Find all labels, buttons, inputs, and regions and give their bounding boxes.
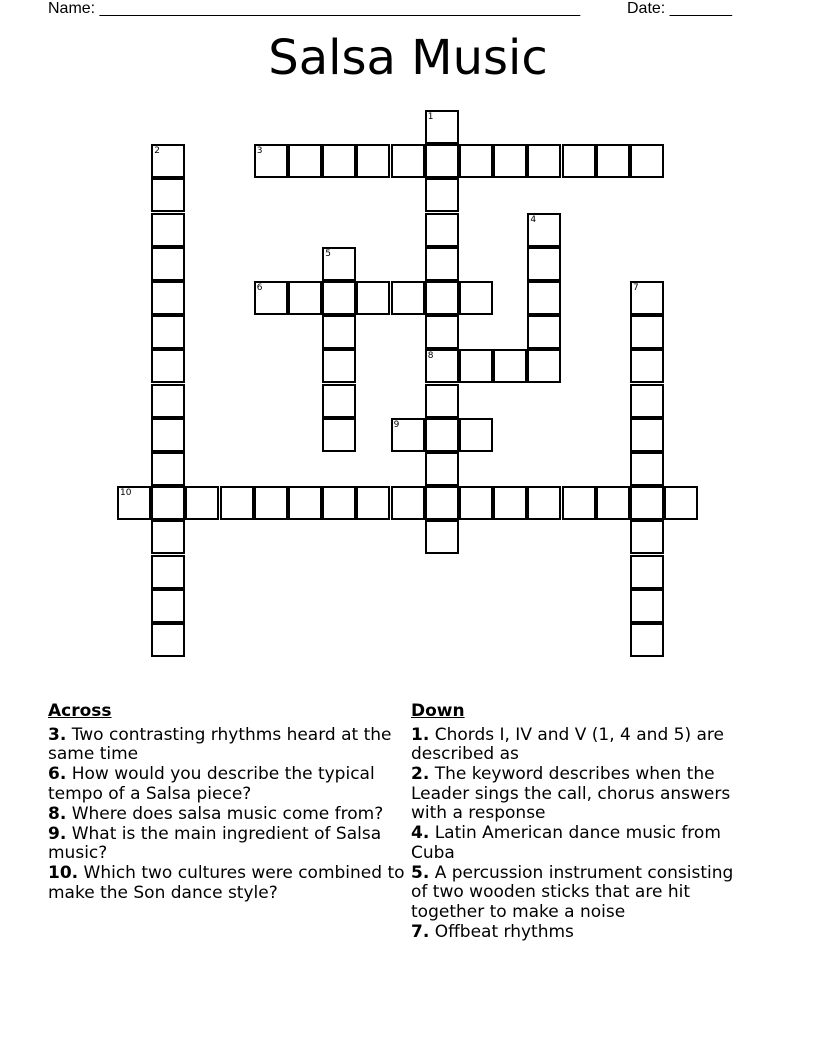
clue-number-label: 1 xyxy=(427,112,434,122)
grid-cell[interactable] xyxy=(151,349,185,383)
grid-cell[interactable] xyxy=(425,213,459,247)
grid-cell[interactable] xyxy=(151,315,185,349)
across-clue xyxy=(48,864,408,903)
across-clue xyxy=(48,805,408,825)
grid-cell[interactable] xyxy=(425,178,459,212)
down-clue xyxy=(411,765,751,824)
grid-cell[interactable] xyxy=(562,486,596,520)
down-clues xyxy=(411,702,751,943)
grid-cell[interactable] xyxy=(391,486,425,520)
clue-text: Offbeat rhythms xyxy=(434,921,574,942)
grid-cell[interactable] xyxy=(151,213,185,247)
grid-cell[interactable] xyxy=(356,144,390,178)
grid-cell[interactable] xyxy=(459,281,493,315)
grid-cell[interactable] xyxy=(630,144,664,178)
clue-text: Latin American dance music from Cuba xyxy=(411,823,721,863)
grid-cell[interactable] xyxy=(425,315,459,349)
clue-number-label: 8 xyxy=(427,351,434,362)
grid-cell[interactable] xyxy=(459,486,493,520)
grid-cell[interactable] xyxy=(493,144,527,178)
grid-cell[interactable] xyxy=(664,486,698,520)
across-heading: Across xyxy=(48,701,112,721)
grid-cell[interactable] xyxy=(425,486,459,520)
grid-cell[interactable] xyxy=(254,281,288,315)
grid-cell[interactable] xyxy=(151,589,185,623)
clue-number-label: 9 xyxy=(393,419,400,430)
grid-cell[interactable] xyxy=(322,349,356,383)
across-clue-list xyxy=(48,726,408,904)
grid-cell[interactable] xyxy=(425,520,459,554)
grid-cell[interactable] xyxy=(322,315,356,349)
clue-number: 7. xyxy=(411,921,430,942)
clue-number-label: 3 xyxy=(256,146,263,157)
grid-cell[interactable] xyxy=(630,589,664,623)
clue-text: Two contrasting rhythms heard at the same time xyxy=(48,724,392,764)
grid-cell[interactable] xyxy=(630,349,664,383)
grid-cell[interactable] xyxy=(630,623,664,657)
grid-cell[interactable] xyxy=(322,486,356,520)
grid-cell[interactable] xyxy=(151,247,185,281)
grid-cell[interactable] xyxy=(322,281,356,315)
grid-cell[interactable] xyxy=(151,418,185,452)
grid-cell[interactable] xyxy=(630,418,664,452)
clue-number: 4. xyxy=(411,823,430,843)
grid-cell[interactable] xyxy=(459,144,493,178)
grid-cell[interactable] xyxy=(630,281,664,315)
grid-cell[interactable] xyxy=(288,281,322,315)
clue-text: How would you describe the typical tempo of a Salsa piece? xyxy=(48,764,375,804)
grid-cell[interactable] xyxy=(151,452,185,486)
grid-cell[interactable] xyxy=(596,144,630,178)
grid-cell[interactable] xyxy=(527,349,561,383)
clue-number-label: 2 xyxy=(154,146,160,157)
clue-number: 2. xyxy=(411,764,430,784)
clue-number-label: 4 xyxy=(530,214,537,225)
clue-number-label: 6 xyxy=(256,283,263,293)
grid-cell[interactable] xyxy=(151,281,185,315)
clue-number: 9. xyxy=(48,823,67,844)
grid-cell[interactable] xyxy=(151,178,185,212)
across-clue xyxy=(48,765,408,804)
grid-cell[interactable] xyxy=(185,486,219,520)
across-clue xyxy=(48,825,408,864)
grid-cell[interactable] xyxy=(151,623,185,657)
clue-number-label: 10 xyxy=(120,488,132,499)
grid-cell[interactable] xyxy=(425,144,459,178)
grid-cell[interactable] xyxy=(220,486,254,520)
clue-number: 8. xyxy=(48,803,67,824)
down-clue xyxy=(411,824,751,863)
grid-cell[interactable] xyxy=(630,315,664,349)
clue-number: 3. xyxy=(48,724,67,745)
grid-cell[interactable] xyxy=(254,486,288,520)
grid-cell[interactable] xyxy=(425,281,459,315)
grid-cell[interactable] xyxy=(527,213,561,247)
grid-cell[interactable] xyxy=(391,281,425,315)
grid-cell[interactable] xyxy=(391,418,425,452)
grid-cell[interactable] xyxy=(425,110,459,144)
clue-text: What is the main ingredient of Salsa music? xyxy=(48,823,382,863)
clue-number: 5. xyxy=(411,862,430,883)
grid-cell[interactable] xyxy=(630,452,664,486)
name-field-label: Name: ______________________________________________________ xyxy=(48,0,581,17)
grid-cell[interactable] xyxy=(391,144,425,178)
clue-text: The keyword describes when the Leader sings the call, chorus answers with a response xyxy=(411,764,731,823)
grid-cell[interactable] xyxy=(630,384,664,418)
grid-cell[interactable] xyxy=(288,486,322,520)
grid-cell[interactable] xyxy=(254,144,288,178)
grid-cell[interactable] xyxy=(425,349,459,383)
grid-cell[interactable] xyxy=(527,281,561,315)
clue-number: 10. xyxy=(48,863,79,883)
down-clue xyxy=(411,726,751,765)
clue-text: Where does salsa music come from? xyxy=(71,803,384,824)
grid-cell[interactable] xyxy=(322,384,356,418)
grid-cell[interactable] xyxy=(630,486,664,520)
across-clues xyxy=(48,702,408,904)
grid-cell[interactable] xyxy=(425,418,459,452)
grid-cell[interactable] xyxy=(151,520,185,554)
grid-cell[interactable] xyxy=(322,144,356,178)
down-clue-list xyxy=(411,726,751,943)
grid-cell[interactable] xyxy=(527,247,561,281)
grid-cell[interactable] xyxy=(356,486,390,520)
clue-text: A percussion instrument consisting of two wooden sticks that are hit together to make a noise xyxy=(411,862,734,922)
grid-cell[interactable] xyxy=(527,144,561,178)
puzzle-title: Salsa Music xyxy=(268,30,548,86)
clue-number: 6. xyxy=(48,764,67,784)
grid-cell[interactable] xyxy=(151,486,185,520)
down-clue xyxy=(411,923,751,943)
grid-cell[interactable] xyxy=(459,418,493,452)
grid-cell[interactable] xyxy=(151,384,185,418)
grid-cell[interactable] xyxy=(322,247,356,281)
clue-text: Chords I, IV and V (1, 4 and 5) are described as xyxy=(411,724,724,764)
grid-cell[interactable] xyxy=(527,315,561,349)
down-clue xyxy=(411,864,751,923)
down-heading: Down xyxy=(411,701,465,721)
clue-number-label: 5 xyxy=(325,248,331,259)
grid-cell[interactable] xyxy=(117,486,151,520)
grid-cell[interactable] xyxy=(562,144,596,178)
grid-cell[interactable] xyxy=(630,555,664,589)
clue-number-label: 7 xyxy=(633,283,639,293)
grid-cell[interactable] xyxy=(151,555,185,589)
grid-cell[interactable] xyxy=(630,520,664,554)
grid-cell[interactable] xyxy=(425,384,459,418)
grid-cell[interactable] xyxy=(527,486,561,520)
grid-cell[interactable] xyxy=(425,452,459,486)
grid-cell[interactable] xyxy=(493,486,527,520)
grid-cell[interactable] xyxy=(459,349,493,383)
grid-cell[interactable] xyxy=(151,144,185,178)
clue-number: 1. xyxy=(411,724,430,745)
clue-text: Which two cultures were combined to make the Son dance style? xyxy=(48,863,405,903)
grid-cell[interactable] xyxy=(493,349,527,383)
grid-cell[interactable] xyxy=(596,486,630,520)
across-clue xyxy=(48,726,408,765)
grid-cell[interactable] xyxy=(322,418,356,452)
date-field-label: Date: _______ xyxy=(627,0,732,17)
grid-cell[interactable] xyxy=(356,281,390,315)
grid-cell[interactable] xyxy=(288,144,322,178)
grid-cell[interactable] xyxy=(425,247,459,281)
